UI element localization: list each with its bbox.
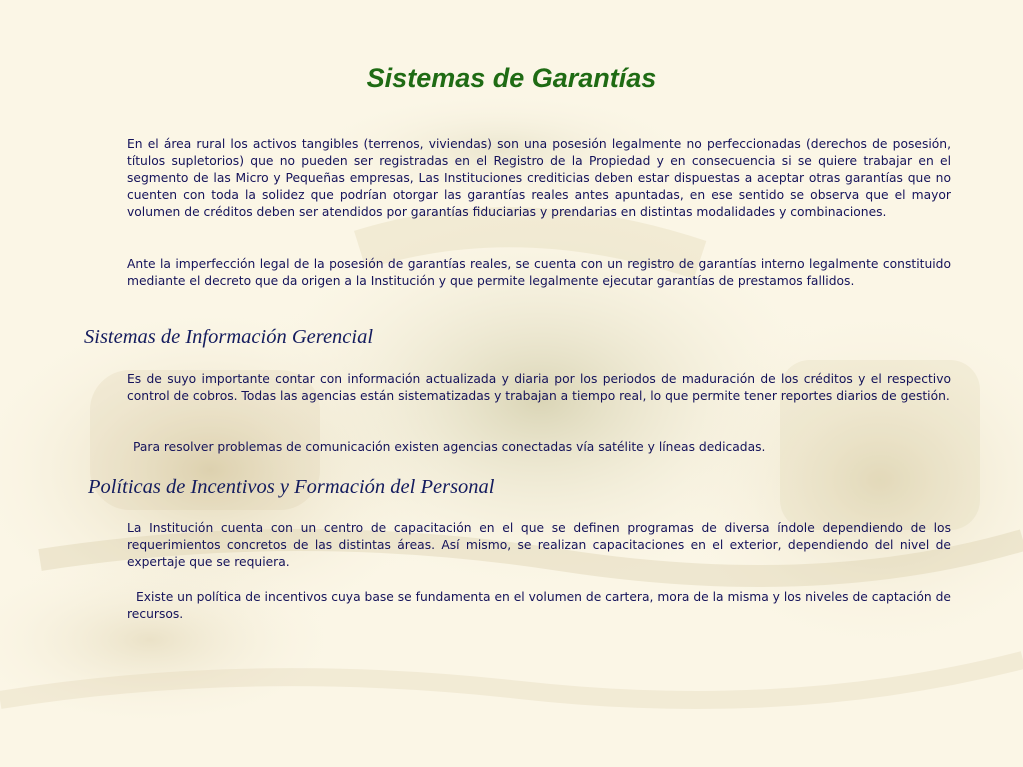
paragraph-garantias-1: En el área rural los activos tangibles (terrenos, viviendas) son una posesión legalmente no perfeccionadas (derechos de posesión, títulos supletorios) que no pueden ser registradas en el Registro de la Propiedad y en consecuencia si se quiere trabajar en el segmento de las Micro y Pequeñas empresas, Las Instituciones crediticias deben estar dispuestas a aceptar otras garantías que no cuenten con toda la solidez que podrían otorgar las garantías reales antes apuntadas, en ese sentido se observa que el mayor volumen de créditos deben ser atendidos por garantías fiduciarias y prendarias en distintas modalidades y combinaciones. [127,137,951,219]
paragraph-informacion-1: Es de suyo importante contar con información actualizada y diaria por los periodos de maduración de los créditos y el respectivo control de cobros. Todas las agencias están sistematizadas y trabajan a tiempo real, lo que permite tener reportes diarios de gestión. [127,372,951,403]
paragraph-incentivos-1: La Institución cuenta con un centro de capacitación en el que se definen programas de diversa índole dependiendo de los requerimientos concretos de las distintas áreas. Así mismo, se realizan capacitaciones en el exterior, dependiendo del nivel de expertaje que se requiera. [127,521,951,569]
section-heading-informacion: Sistemas de Información Gerencial [84,326,374,348]
paragraph-garantias-2: Ante la imperfección legal de la posesión de garantías reales, se cuenta con un registro de garantías interno legalmente constituido mediante el decreto que da origen a la Institución y que permite legalmente ejecutar garantías de prestamos fallidos. [127,257,951,288]
section-heading-incentivos: Políticas de Incentivos y Formación del Personal [88,476,495,498]
paragraph-incentivos-2: Existe un política de incentivos cuya base se fundamenta en el volumen de cartera, mora de la misma y los niveles de captación de recursos. [127,590,951,621]
paragraph-informacion-2: Para resolver problemas de comunicación existen agencias conectadas vía satélite y líneas dedicadas. [133,440,766,454]
page-title: Sistemas de Garantías [366,63,657,93]
